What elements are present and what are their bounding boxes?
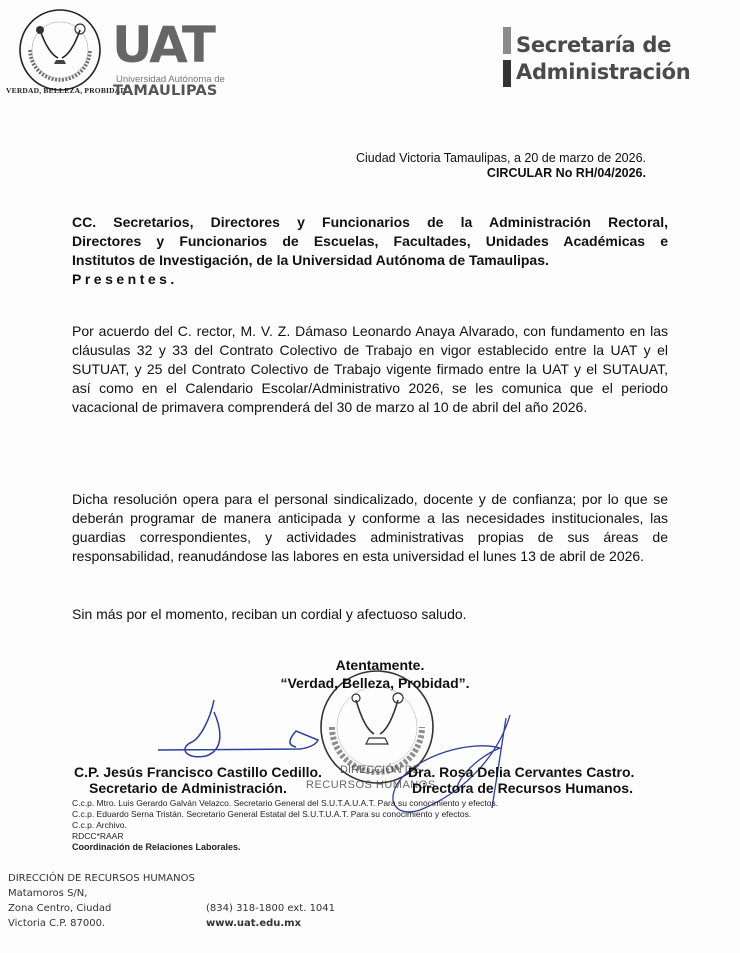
signer-name: C.P. Jesús Francisco Castillo Cedillo.	[74, 764, 322, 780]
footer-office: DIRECCIÓN DE RECURSOS HUMANOS	[8, 873, 195, 884]
addressee-line: Institutos de Investigación, de la Universidad Autónoma de Tamaulipas.	[72, 252, 549, 268]
footer-address-line: Zona Centro, Ciudad	[8, 903, 112, 914]
uat-logo-wordmark: UAT	[112, 16, 214, 74]
secretaria-logo-bar-icon	[503, 27, 511, 87]
uat-logo-subtitle: Universidad Autónoma de	[116, 74, 225, 85]
closing-atentamente: Atentamente.	[335, 657, 425, 673]
signature-castillo	[158, 700, 318, 757]
addressee-line: Directores y Funcionarios de Escuelas, Facultades, Unidades Académicas e	[72, 233, 668, 249]
addressee-block	[72, 213, 668, 289]
footer-contact	[206, 901, 335, 931]
signer-role: Secretario de Administración.	[89, 780, 287, 796]
ccp-line: C.c.p. Eduardo Serna Tristán. Secretario General Estatal del S.U.T.U.A.T. Para su conocimiento y efectos.	[72, 809, 472, 819]
carbon-copy-list	[72, 798, 498, 853]
secretaria-line2: Administración	[516, 60, 691, 84]
ccp-line: C.c.p. Archivo.	[72, 820, 127, 830]
uat-logo-state: TAMAULIPAS	[113, 83, 218, 99]
footer-address-line: Victoria C.P. 87000.	[8, 918, 106, 929]
secretaria-logo-text	[516, 32, 690, 86]
ccp-line: C.c.p. Mtro. Luis Gerardo Galván Velazco. Secretario General del S.U.T.A.U.A.T. Para su conocimiento y efectos.	[72, 798, 499, 808]
seal-motto: VERDAD, BELLEZA, PROBIDAD	[6, 86, 127, 95]
ccp-department: Coordinación de Relaciones Laborales.	[72, 842, 241, 852]
signer-role: Directora de Recursos Humanos.	[412, 780, 633, 796]
addressee-line: CC. Secretarios, Directores y Funcionarios de la Administración Rectoral,	[72, 214, 668, 230]
secretaria-line1: Secretaría de	[516, 33, 672, 57]
closing-motto: “Verdad, Belleza, Probidad”.	[280, 675, 470, 691]
footer-address-line: Matamoros S/N,	[8, 888, 88, 899]
footer-address	[8, 871, 195, 931]
body-paragraph-3: Sin más por el momento, reciban un cordial y afectuoso saludo.	[72, 606, 467, 622]
presentes-salutation: Presentes.	[72, 271, 178, 287]
stamp-overlay-text: DIRECCIÓN DE	[340, 764, 421, 776]
stamp-overlay-text: RECURSOS HUMANOS	[306, 779, 436, 791]
signer-name: Dra. Rosa Delia Cervantes Castro.	[408, 764, 635, 780]
university-seal-logo	[18, 8, 102, 92]
body-paragraph-1: Por acuerdo del C. rector, M. V. Z. Dámaso Leonardo Anaya Alvarado, con fundamento en las cláusulas 32 y 33 del Contrato Colectivo de Trabajo en vigor establecido entre la UAT y el SUTUAT, y 25 del Contrato Colectivo de Trabajo vigente firmado entre la UAT y el SUTAUAT, así como en el Calendario Escolar/Administrativo 2026, se les comunica que el periodo vacacional de primavera comprenderá del 30 de marzo al 10 de abril del año 2026.	[72, 323, 668, 415]
document-dateline: Ciudad Victoria Tamaulipas, a 20 de marzo de 2026.	[356, 151, 646, 165]
ccp-line: RDCC*RAAR	[72, 831, 124, 841]
body-paragraph-2: Dicha resolución opera para el personal sindicalizado, docente y de confianza; por lo que se deberán programar de manera anticipada y conforme a las necesidades institucionales, las guardias correspondientes, y actividades administrativas propias de sus áreas de responsabilidad, reanudándose las labores en esta universidad el lunes 13 de abril de 2026.	[72, 491, 668, 564]
footer-website-link[interactable]: www.uat.edu.mx	[206, 918, 302, 929]
footer-phone: (834) 318-1800 ext. 1041	[206, 903, 336, 914]
circular-number: CIRCULAR No RH/04/2026.	[486, 166, 646, 180]
